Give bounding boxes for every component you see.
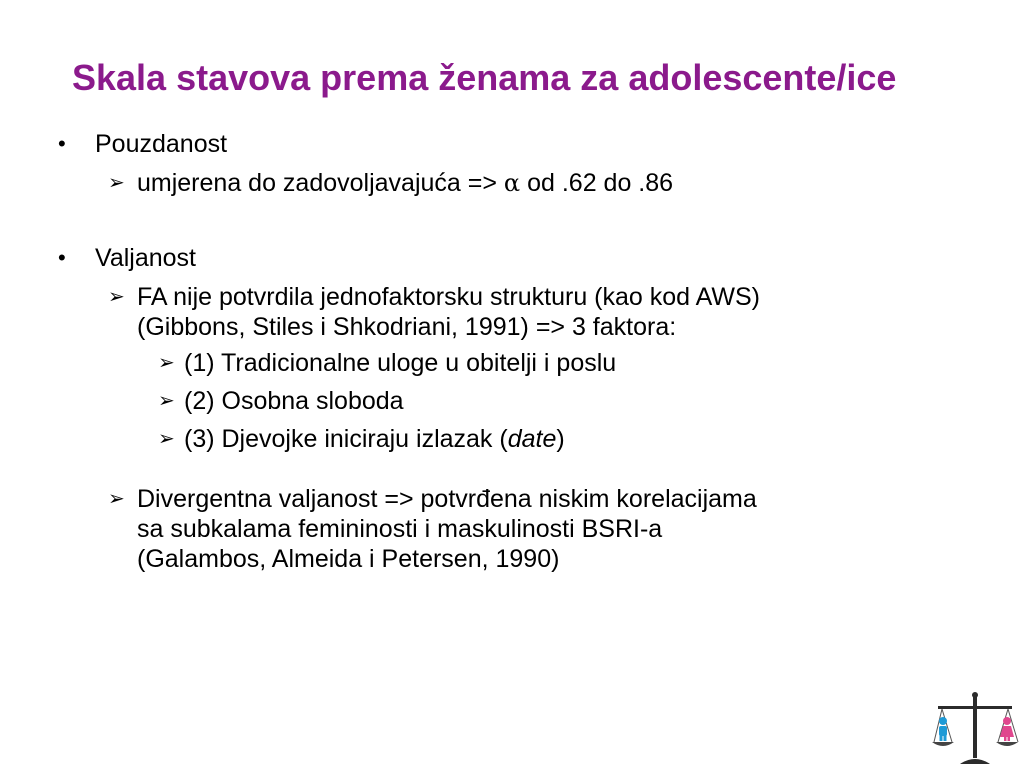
arrow-bullet-icon: ➢ — [108, 488, 125, 510]
section-heading-valjanost: Valjanost — [95, 244, 196, 272]
factor-2: (2) Osobna sloboda — [184, 387, 404, 415]
fa-line-2: (Gibbons, Stiles i Shkodriani, 1991) => 3 faktora: — [137, 313, 677, 341]
scales-of-justice-icon — [930, 690, 1020, 766]
fa-line-1: FA nije potvrdila jednofaktorsku strukturu (kao kod AWS) — [137, 283, 760, 311]
factor-3 — [184, 424, 565, 454]
arrow-bullet-icon: ➢ — [158, 428, 175, 450]
factor-1: (1) Tradicionalne uloge u obitelji i poslu — [184, 349, 617, 377]
male-figure-body — [939, 726, 947, 736]
bullet-icon: • — [58, 131, 66, 156]
reliability-text-suffix: od .62 do .86 — [520, 169, 674, 197]
divergent-line-1: Divergentna valjanost => potvrđena niskim korelacijama — [137, 485, 757, 513]
bullet-icon: • — [58, 245, 66, 270]
factor-3-italic: date — [507, 425, 557, 453]
arrow-bullet-icon: ➢ — [108, 172, 125, 194]
factor-3-prefix: (3) Djevojke iniciraju izlazak ( — [184, 425, 508, 453]
female-figure-leg-right — [1008, 736, 1011, 741]
section-heading-pouzdanost: Pouzdanost — [95, 130, 228, 158]
male-figure-leg-right — [944, 735, 947, 741]
male-figure-leg-left — [940, 735, 943, 741]
arrow-bullet-icon: ➢ — [158, 390, 175, 412]
slide-title: Skala stavova prema ženama za adolescente/ice — [72, 57, 897, 98]
male-figure-icon — [939, 717, 947, 741]
male-figure-head — [939, 717, 947, 725]
reliability-line — [137, 168, 673, 198]
arrow-bullet-icon: ➢ — [108, 286, 125, 308]
divergent-line-3: (Galambos, Almeida i Petersen, 1990) — [137, 545, 560, 573]
female-figure-leg-left — [1004, 736, 1007, 741]
arrow-bullet-icon: ➢ — [158, 352, 175, 374]
alpha-symbol: α — [503, 169, 521, 197]
factor-3-suffix: ) — [556, 425, 565, 453]
female-figure-head — [1003, 717, 1011, 725]
reliability-text-prefix: umjerena do zadovoljavajuća => — [137, 169, 504, 197]
divergent-line-2: sa subkalama femininosti i maskulinosti BSRI-a — [137, 515, 663, 543]
